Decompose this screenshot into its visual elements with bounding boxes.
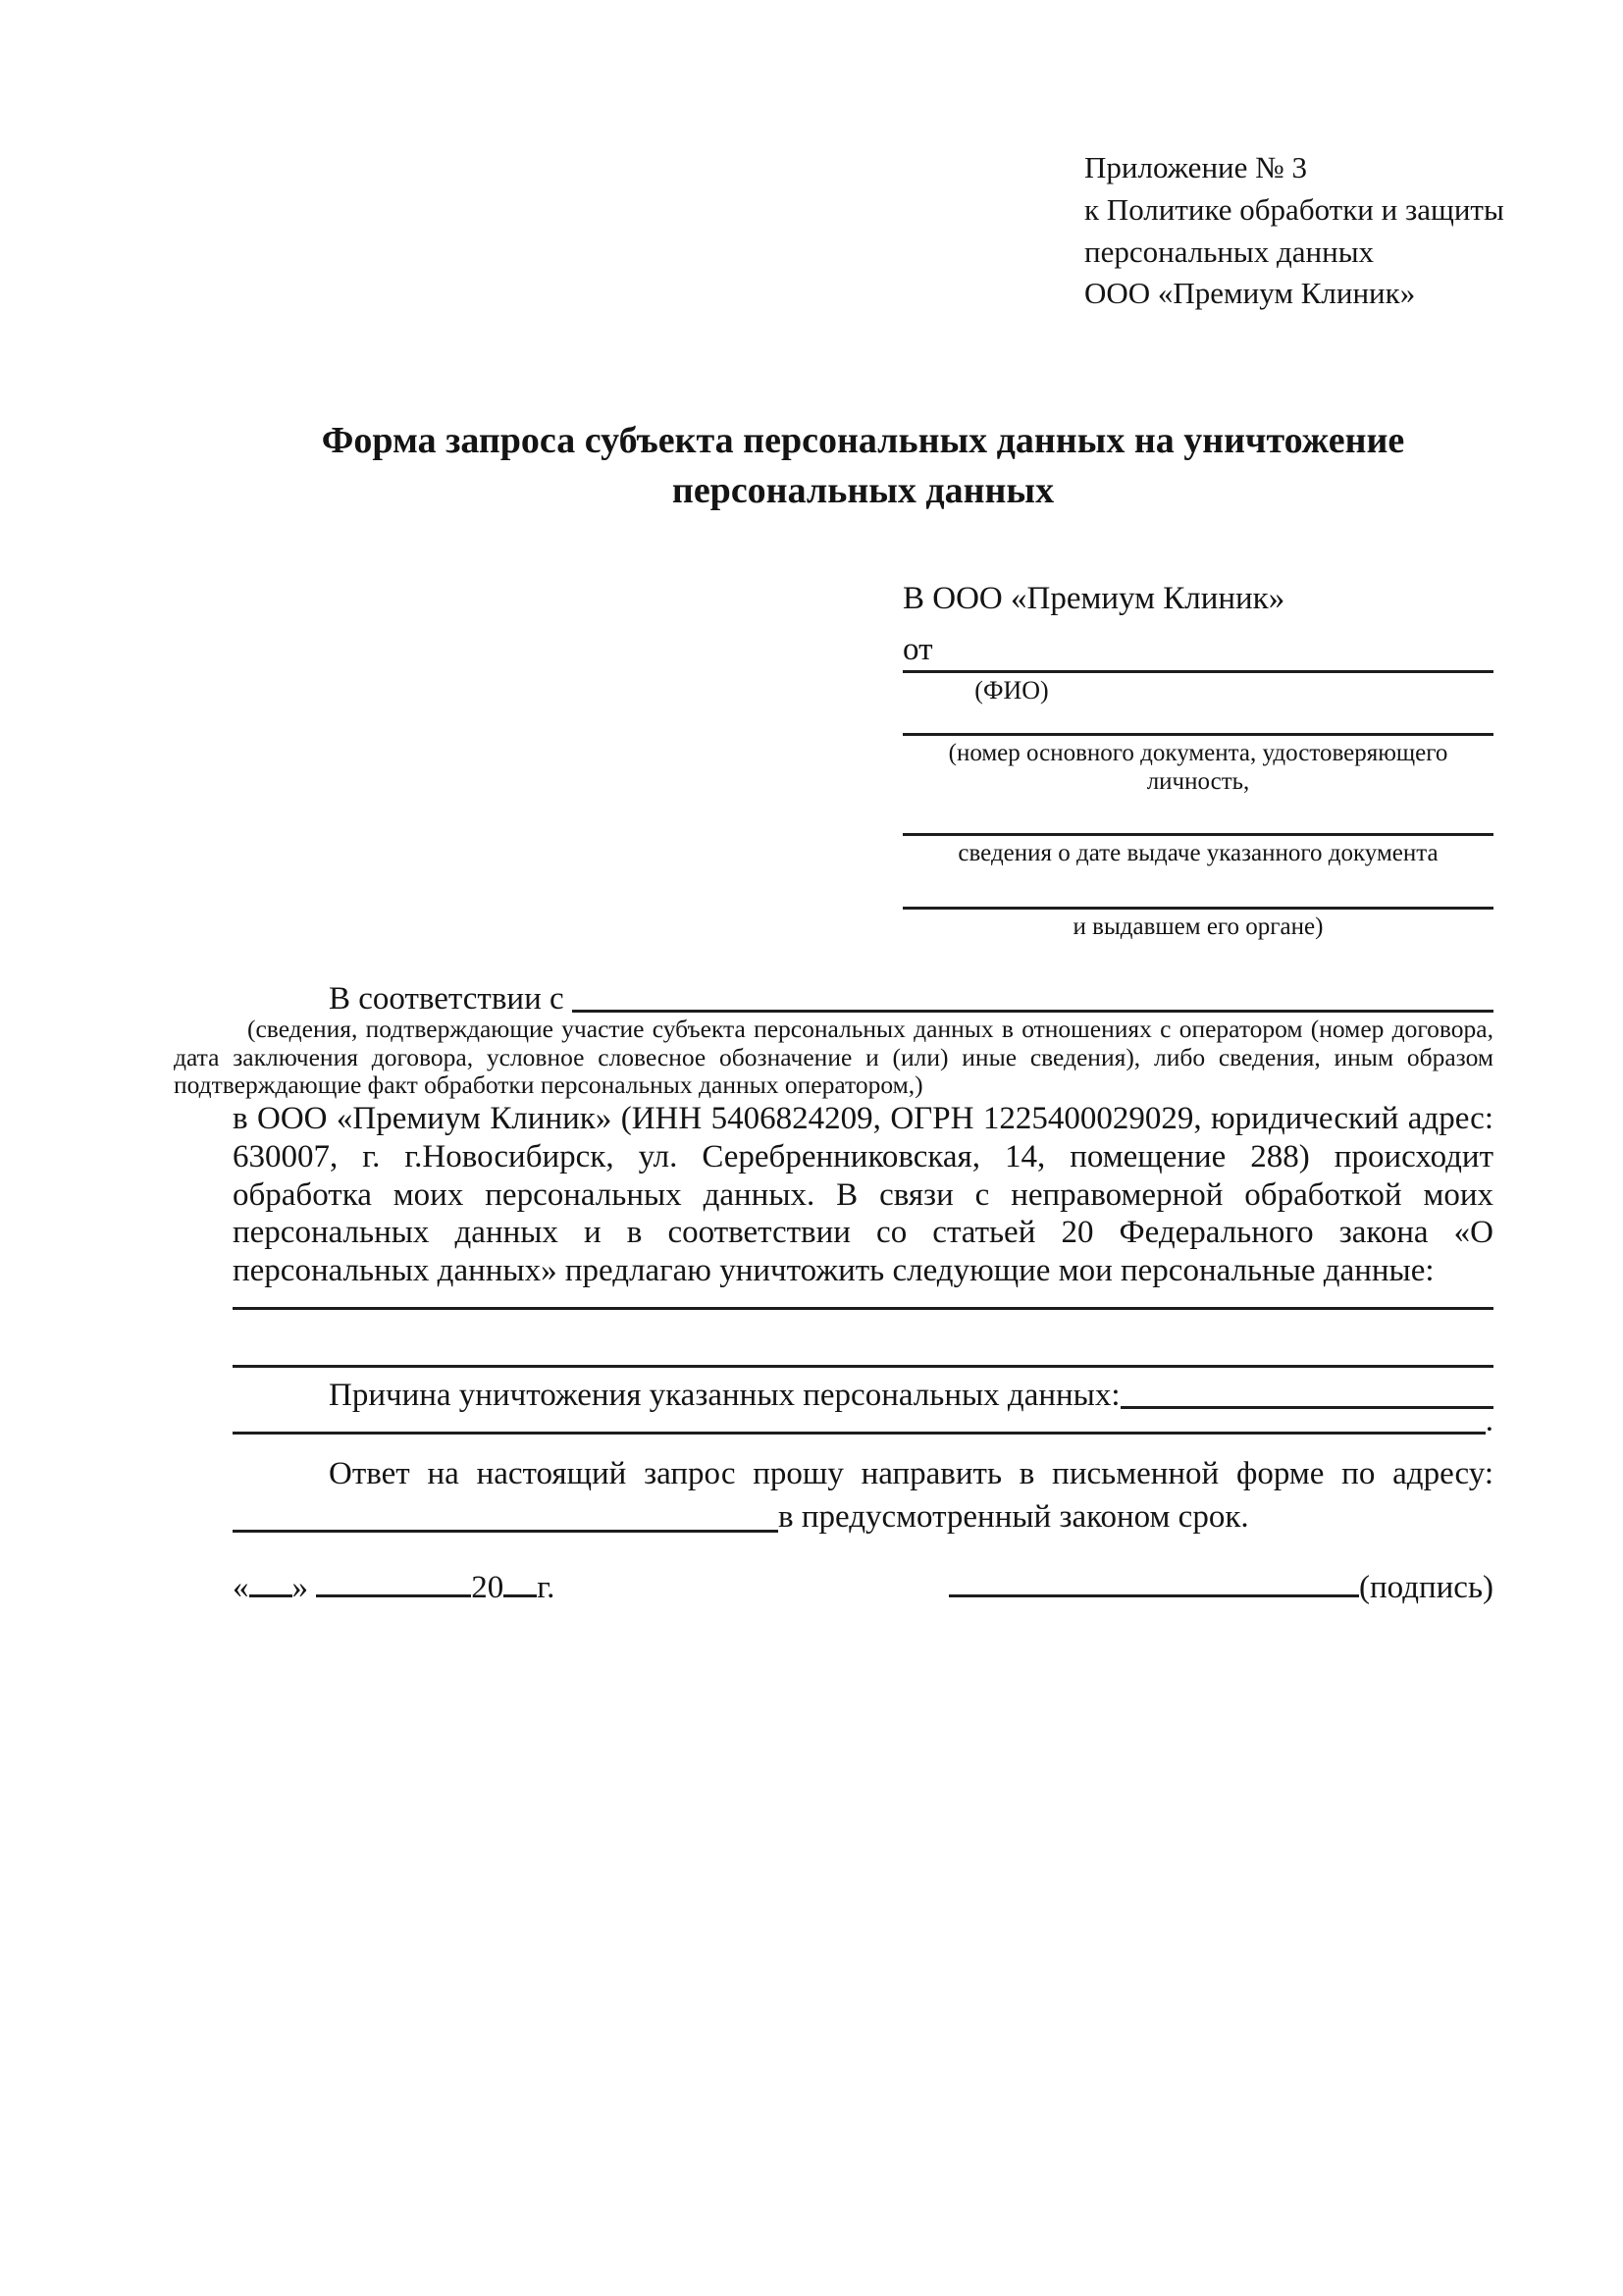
appendix-line: Приложение № 3 bbox=[1084, 150, 1307, 184]
issue-date-input-line[interactable] bbox=[903, 833, 1493, 836]
reason-continuation-row bbox=[233, 1402, 1493, 1441]
date-signature-row bbox=[233, 1565, 1493, 1610]
address-row bbox=[233, 1495, 1493, 1539]
accordance-label: В соответствии с bbox=[329, 981, 564, 1018]
answer-paragraph: Ответ на настоящий запрос прошу направить в письменной форме по адресу: bbox=[329, 1455, 1493, 1491]
basis-input-line[interactable] bbox=[572, 980, 1493, 1013]
date-open-quote: « bbox=[233, 1569, 249, 1605]
doc-number-caption: (номер основного документа, удостоверяющего личность, bbox=[948, 740, 1448, 796]
date-close-quote: » bbox=[291, 1569, 308, 1605]
year-input-line[interactable] bbox=[503, 1565, 537, 1597]
sentence-period: . bbox=[1485, 1402, 1493, 1438]
appendix-block bbox=[1084, 147, 1504, 315]
issuing-authority-caption: и выдавшем его органе) bbox=[1073, 913, 1324, 941]
year-suffix: г. bbox=[537, 1569, 555, 1605]
reason-input-line-2[interactable] bbox=[233, 1402, 1486, 1435]
year-prefix: 20 bbox=[471, 1569, 504, 1605]
reason-label: Причина уничтожения указанных персональных данных: bbox=[329, 1378, 1121, 1414]
month-input-line[interactable] bbox=[316, 1565, 471, 1597]
doc-number-input-line[interactable] bbox=[903, 733, 1493, 736]
term-text: в предусмотренный законом срок. bbox=[778, 1499, 1249, 1536]
fio-input-line[interactable] bbox=[903, 670, 1493, 673]
issue-date-caption: сведения о дате выдаче указанного документа bbox=[958, 840, 1439, 867]
data-input-line-2[interactable] bbox=[233, 1365, 1493, 1368]
address-input-line[interactable] bbox=[233, 1495, 778, 1533]
basis-caption: (сведения, подтверждающие участие субъекта персональных данных в отношениях с оператором (номер договора, дата заключения договора, условное словесное обозначение и (или) иные сведения), либо сведения, иным образом подтверждающие факт обработки персональных данных оператором,) bbox=[174, 1015, 1493, 1100]
data-input-line-1[interactable] bbox=[233, 1307, 1493, 1310]
appendix-line: ООО «Премиум Клиник» bbox=[1084, 276, 1416, 311]
fio-caption: (ФИО) bbox=[974, 676, 1049, 705]
addressee-to: В ООО «Премиум Клиник» bbox=[903, 581, 1285, 617]
document-title: Форма запроса субъекта персональных данных на уничтожение персональных данных bbox=[321, 420, 1405, 511]
signature-input-line[interactable] bbox=[949, 1565, 1359, 1597]
appendix-line: к Политике обработки и защиты bbox=[1084, 191, 1504, 227]
signature-group bbox=[949, 1565, 1493, 1610]
signature-caption: (подпись) bbox=[1359, 1569, 1493, 1605]
main-paragraph: в ООО «Премиум Клиник» (ИНН 5406824209, ОГРН 1225400029029, юридический адрес: 630007, г. г.Новосибирск, ул. Серебренниковская, 14, помещение 288) происходит обработка моих персональных данных. В связи с неправомерной обработкой моих персональных данных и в соответствии со статьей 20 Федерального закона «О персональных данных» предлагаю уничтожить следующие мои персональные данные: bbox=[233, 1100, 1493, 1289]
addressee-block bbox=[903, 577, 1493, 941]
day-input-line[interactable] bbox=[249, 1565, 292, 1597]
date-group bbox=[233, 1565, 554, 1610]
appendix-line: персональных данных bbox=[1084, 234, 1375, 269]
addressee-from-label: от bbox=[903, 631, 933, 667]
issuing-authority-input-line[interactable] bbox=[903, 907, 1493, 910]
